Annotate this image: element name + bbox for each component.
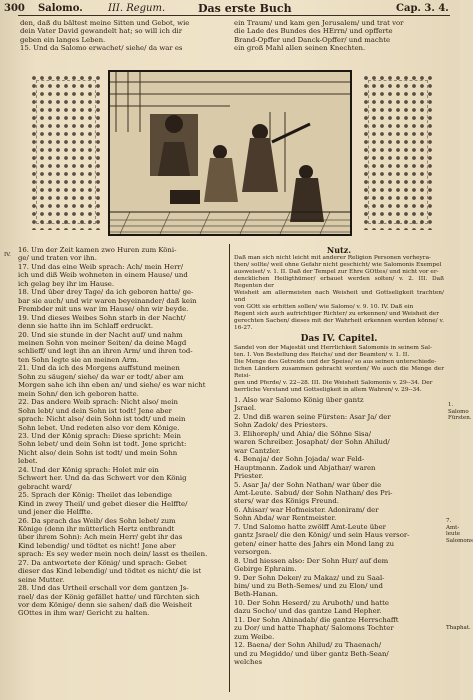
text-line: rael/ das der König gefället hatte/ und fürchten sich (18, 592, 200, 601)
text-line: Sohn lebet. Und redeten also vor dem Könige. (18, 423, 180, 432)
nutz-text (234, 255, 444, 332)
text-line: gantz Jsrael/ die den König/ und sein Haus versor- (234, 531, 410, 540)
text-line: welches (234, 658, 263, 667)
text-line: Sohn zu säugen/ siehe/ da war er todt/ aber am (18, 372, 184, 381)
text-line: dein Vater David gewandelt hat; so will ich dir (20, 27, 183, 36)
running-header (0, 2, 460, 16)
text-line: Beth-Hanan. (234, 590, 278, 599)
text-line: Weisheit am allermeisten nach Weisheit und Gottseligkeit trachten/ und (234, 290, 444, 303)
woodcut-illustration (108, 70, 352, 236)
text-line: 16. Um der Zeit kamen zwo Huren zum Köni- (18, 246, 177, 254)
text-line: ten Sohn legte sie an meinen Arm. (18, 355, 139, 364)
text-line: Kind lebendig/ und tödtet es nicht! Jene aber (18, 541, 176, 550)
text-line: 2. Und diß waren seine Fürsten: Asar Ja/ der (234, 412, 391, 421)
side-note-1: 1. Salomo Fürsten. (448, 402, 472, 421)
text-line: gen und Pferde/ v. 22--28. III. Die Weisheit Salomonis v. 29--34. Der (234, 380, 433, 386)
text-line: 5. Asar Ja/ der Sohn Nathan/ war über die (234, 480, 382, 489)
text-line: geben ein langes Leben. (20, 35, 106, 44)
text-line: mein Sohn/ den ich geboren hatte. (18, 389, 139, 398)
header-chapter: Cap. 3. 4. (396, 3, 449, 14)
side-note-2: 7. Amt-leute Salomons (446, 518, 473, 544)
text-line: 22. Das andere Weib sprach: Nicht also/ mein (18, 398, 178, 407)
text-line: ausweiset/ v. 1. II. Daß der Tempel zur Ehre GOttes/ und nicht vor er- (234, 269, 439, 275)
text-line: Sohn lebt/ und dein Sohn ist todt! Jene aber (18, 406, 172, 415)
ornament-left (30, 74, 102, 230)
text-line: seine Mutter. (18, 575, 65, 584)
text-line: Jsrael. (234, 404, 257, 413)
side-note-3: Thaphat. (446, 625, 471, 631)
text-line: 17. Und das eine Weib sprach: Ach/ mein Herr/ (18, 262, 184, 271)
text-line: von GOtt sie erbitten sollen/ wie Salomo/ v. 9. 10. IV. Daß ein (234, 304, 414, 310)
text-line: ich und diß Weib wohneten in einem Hause/ und (18, 271, 188, 280)
text-line: lebet. (18, 457, 38, 466)
text-line: ich gelag bey ihr im Hause. (18, 279, 115, 288)
margin-roman-numeral: IV. (4, 252, 11, 258)
judgement-of-solomon-scene (110, 72, 350, 234)
text-line: 9. Der Sohn Deker/ zu Makaz/ und zu Saal- (234, 573, 385, 582)
text-line: versorgen. (234, 548, 272, 557)
text-line: 10. Der Sohn Heserd/ zu Aruboth/ und hatte (234, 598, 389, 607)
chapter-heading: Das IV. Capitel. (300, 334, 378, 344)
text-line: ein Traum/ und kam gen Jerusalem/ und trat vor (234, 19, 404, 27)
nutz-heading: Nutz. (326, 245, 352, 255)
text-line: über ihrem Sohn): Ach mein Herr/ gebt ihr das (18, 533, 183, 542)
text-line: meinen Sohn von meiner Seiten/ da deine Magd (18, 338, 187, 347)
text-line: Könige (denn ihr mütterlich Hertz entbrandt (18, 524, 175, 533)
text-line: 21. Und da ich des Morgens auffstund meinen (18, 364, 180, 373)
text-line: 26. Da sprach das Weib/ des Sohn lebet/ zum (18, 516, 176, 525)
text-line: 28. Und das Urtheil erschall vor dem gantzen Js- (18, 584, 189, 593)
text-line: Sohn lebet/ und dein Sohn ist todt. Jene spricht: (18, 440, 187, 449)
header-rule (18, 15, 450, 16)
text-line: 20. Und sie stunde in der Nacht auf/ und nahm (18, 330, 183, 339)
text-line: 3. Elihoreph/ und Ahia/ die Söhne Sisa/ (234, 429, 372, 438)
text-line: Frembder mit uns war im Hause/ ohn wir beyde. (18, 305, 189, 314)
text-line: Sohn Abda/ war Rentmeister. (234, 514, 337, 523)
text-line: ge/ und traten vor ihn. (18, 254, 97, 263)
text-line: ein groß Mahl allen seinen Knechten. (234, 44, 366, 53)
text-line: schlieff/ und legt ihn an ihren Arm/ und ihren tod- (18, 347, 193, 356)
text-line: 25. Sprach der König: Theilet das lebendige (18, 491, 172, 500)
text-line: 19. Und dieses Weibes Sohn starb in der Nacht/ (18, 313, 186, 322)
text-line: Priester. (234, 472, 264, 481)
text-line: war Cantzler. (234, 446, 281, 455)
header-center-title: Das erste Buch (198, 2, 292, 15)
text-line: herrliche Verstand und Gottseligkeit in allem Wahren/ v. 29--34. (234, 387, 422, 393)
text-line: und jener die Helffte. (18, 508, 93, 517)
text-line: Morgen sahe ich ihn eben an/ und siehe/ es war nicht (18, 381, 206, 390)
text-line: 6. Ahisar/ war Hofmeister. Adoniram/ der (234, 505, 379, 514)
text-line: und zu Megiddo/ und über gantz Beth-Sean/ (234, 649, 389, 658)
text-line: Amt-Leute. Sabud/ der Sohn Nathan/ des Pri- (234, 488, 393, 497)
text-line: geten/ einer hatte des Jahrs ein Mond lang zu (234, 539, 395, 548)
text-line: Schwert her. Und da das Schwert vor den König (18, 474, 187, 483)
text-line: bar sie auch/ und wir waren beyeinander/ daß kein (18, 296, 197, 305)
left-column (18, 246, 224, 618)
text-line: vor dem Könige/ denn sie sahen/ daß die Weisheit (18, 601, 193, 610)
text-line: die Lade des Bundes des HErrn/ und opfferte (234, 27, 393, 36)
text-line: dazu Socho/ und das gantze Land Hepher. (234, 607, 382, 616)
text-line: den, daß du bältest meine Sitten und Gebot, wie (20, 19, 190, 27)
text-line: bim/ und zu Beth-Semes/ und zu Elon/ und (234, 581, 383, 590)
text-line: zum Weibe. (234, 632, 275, 641)
text-line: 11. Der Sohn Abinadab/ die gantze Herrschafft (234, 615, 399, 624)
text-line: 4. Benaja/ der Sohn Jojada/ war Feld- (234, 455, 365, 464)
text-line: sters/ war des Königs Freund. (234, 497, 339, 506)
header-left-title: Salomo. (38, 3, 83, 14)
ornament-right (362, 74, 434, 230)
text-line: sprach: Es sey weder mein noch dein/ lasst es theilen. (18, 550, 208, 559)
right-verses (234, 396, 444, 667)
text-line: lichen Ländern zusammen gebracht worden/ Wo auch die Menge der Reisi- (234, 366, 444, 379)
text-line: gebracht ward/ (18, 482, 72, 491)
text-line: Brand-Opffer und Danck-Opffer/ und machte (234, 35, 391, 44)
text-line: Sandel von der Majestät und Herrlichkeit Salomonis in seinem Sal- (234, 345, 432, 351)
text-line: dencklichen Heiligthümer/ erbauet werden solten/ v. 2. III. Daß Regenten der (234, 276, 444, 289)
top-right-text (234, 19, 446, 53)
text-line: Daß man sich nicht leicht mit anderer Religion Personen verheyra- (234, 255, 431, 261)
text-line: 1. Also war Salomo König über gantz (234, 396, 364, 404)
text-line: 23. Und der König sprach: Diese spricht: Mein (18, 431, 181, 440)
text-line: Kind in zwey Theil/ und gebet dieser die Helffte/ (18, 499, 188, 508)
text-line: denn sie hatte ihn im Schlaff erdruckt. (18, 322, 154, 331)
text-line: ten. I. Von Bestellung des Reichs/ und der Beamten/ v. 1. II. (234, 352, 410, 358)
text-line: Gebirge Ephraim. (234, 565, 297, 574)
text-line: GOttes in ihm war/ Gericht zu halten. (18, 609, 150, 618)
text-line: 27. Da antwortete der König/ und sprach: Gebet (18, 558, 187, 567)
text-line: 15. Und da Salomo erwachet/ siehe/ da war es (20, 44, 183, 53)
text-line: zu Dor/ und hatte Thaphat/ Salomons Tochter (234, 624, 394, 633)
page-number: 300 (4, 3, 25, 14)
text-line: 8. Und hiessen also: Der Sohn Hur/ auf dem (234, 556, 389, 565)
text-line: 12. Baena/ der Sohn Ahilud/ zu Thaenach/ (234, 641, 382, 650)
text-line: gerechten Sachen/ dieses mit der Wahrheit erkennen werden könne/ v. 16-27. (234, 318, 444, 331)
column-divider (229, 244, 230, 692)
text-line: sprach: Nicht also/ dein Sohn ist todt/ und mein (18, 415, 186, 424)
text-line: Regent sich auch aufrichtiger Richter/ zu erkennen/ und Weisheit der (234, 311, 439, 317)
text-line: 7. Und Salomo hatte zwölff Amt-Leute über (234, 522, 386, 531)
text-line: waren Schreiber. Josaphat/ der Sohn Ahilud/ (234, 438, 390, 447)
text-line: 18. Und über drey Tage/ da ich geboren hatte/ ge- (18, 288, 194, 297)
text-line: Sohn Zadok/ des Priesters. (234, 421, 328, 430)
header-book: III. Regum. (108, 3, 166, 14)
chapter-summary (234, 345, 444, 394)
text-line: Hauptmann. Zadok und Abjathar/ waren (234, 463, 376, 472)
text-line: dieser das Kind lebendig/ und tödtet es nicht/ die ist (18, 567, 202, 576)
top-left-text (20, 19, 220, 53)
right-column (234, 245, 444, 667)
text-line: 24. Und der König sprach: Holet mir ein (18, 465, 159, 474)
text-line: then/ sollte/ weil ohne Gefahr nicht geschicht/ wie Salomonis Exempel (234, 262, 442, 268)
text-line: Nicht also/ dein Sohn ist todt/ und mein Sohn (18, 448, 178, 457)
text-line: Die Menge des Getreids und der Speise/ so aus seinen unterschiede- (234, 359, 437, 365)
